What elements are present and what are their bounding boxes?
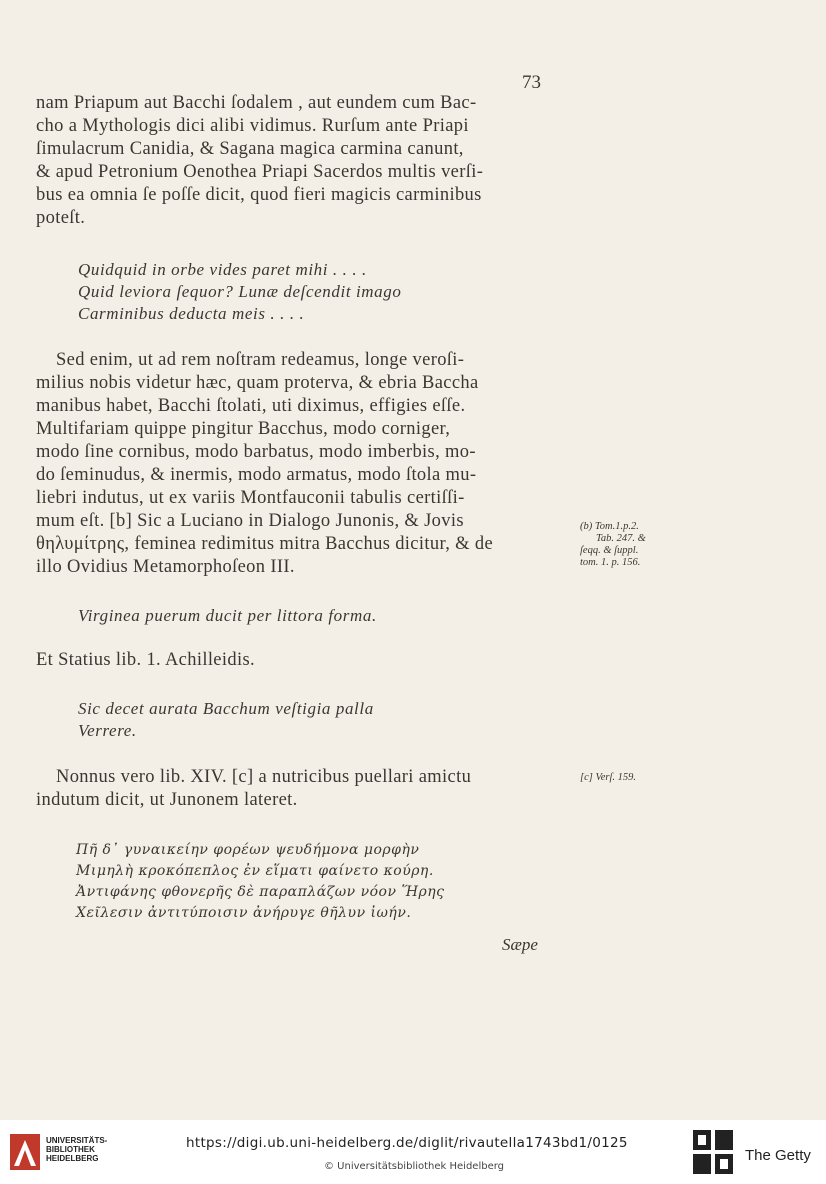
paragraph-1 (36, 92, 483, 230)
verse-line: Carminibus deducta meis . . . . (78, 304, 305, 323)
text-line: Nonnus vero lib. XIV. [c] a nutricibus puellari amictu (56, 767, 472, 787)
verse-quote-1 (78, 259, 402, 325)
text-line: nam Priapum aut Bacchi ſodalem , aut eundem cum Bac- (36, 93, 477, 113)
verse-line: Quidquid in orbe vides paret mihi . . . . (78, 260, 367, 279)
text-line: manibus habet, Bacchi ſtolati, uti diximus, effigies eſſe. (36, 396, 466, 416)
note-line: Tab. 247. & (596, 533, 646, 544)
text-line: indutum dicit, ut Junonem lateret. (36, 790, 298, 810)
text-line: ſimulacrum Canidia, & Sagana magica carmina canunt, (36, 139, 464, 159)
text-line: modo ſine cornibus, modo barbatus, modo imberbis, mo- (36, 442, 476, 462)
text-line: milius nobis videtur hæc, quam proterva, & ebria Baccha (36, 373, 479, 393)
text-line: illo Ovidius Metamorphoſeon III. (36, 557, 295, 577)
greek-verse (76, 840, 444, 924)
verse-line: Quid leviora ſequor? Lunæ deſcendit imago (78, 282, 402, 301)
margin-note-c: [c] Verſ. 159. (580, 772, 636, 783)
text-line: liebri indutus, ut ex variis Montfauconii tabulis certiſſi- (36, 488, 465, 508)
institution-line: HEIDELBERG (46, 1154, 99, 1163)
statius-line: Et Statius lib. 1. Achilleidis. (36, 650, 255, 670)
getty-logo-icon (693, 1130, 733, 1174)
institution-name (46, 1136, 107, 1163)
text-line: mum eſt. [b] Sic a Luciano in Dialogo Junonis, & Jovis (36, 511, 464, 531)
catchword: Sæpe (502, 935, 538, 954)
paragraph-3 (36, 766, 471, 812)
institution-line: UNIVERSITÄTS- (46, 1136, 108, 1145)
copyright-notice: © Universitätsbibliothek Heidelberg (324, 1161, 505, 1172)
margin-note-b (580, 521, 646, 569)
text-line: cho a Mythologis dici alibi vidimus. Rurſum ante Priapi (36, 116, 469, 136)
greek-line: Χεῖλεσιν ἀντιτύποισιν ἀνήρυγε θῆλυν ἰωήν. (76, 905, 412, 921)
verse-line: Sic decet aurata Bacchum veſtigia palla (78, 699, 374, 718)
text-line: Sed enim, ut ad rem noſtram redeamus, longe veroſi- (56, 350, 465, 370)
note-line: tom. 1. p. 156. (580, 557, 641, 568)
text-line: Multifariam quippe pingitur Bacchus, modo corniger, (36, 419, 451, 439)
text-line: & apud Petronium Oenothea Priapi Sacerdos multis verſi- (36, 162, 484, 182)
note-line: (b) Tom.1.p.2. (580, 521, 639, 532)
page-number: 73 (522, 72, 541, 93)
getty-name: The Getty (745, 1147, 811, 1164)
viewer-footer (0, 1120, 826, 1184)
note-line: ſeqq. & ſuppl. (580, 545, 639, 556)
text-line: θηλυμίτρης, feminea redimitus mitra Bacchus dicitur, & de (36, 534, 494, 554)
verse-line: Verrere. (78, 721, 137, 740)
verse-quote-3 (78, 698, 374, 742)
institution-line: BIBLIOTHEK (46, 1145, 95, 1154)
text-line: bus ea omnia ſe poſſe dicit, quod fieri magicis carminibus (36, 185, 482, 205)
text-line: poteſt. (36, 208, 86, 228)
greek-line: Ἀντιφάνης φθονερῆς δὲ παραπλάζων νόον Ἥρης (76, 884, 445, 900)
text-line: do ſeminudus, & inermis, modo armatus, modo ſtola mu- (36, 465, 477, 485)
greek-line: Πῆ δ᾽ γυναικείην φορέων ψευδήμονα μορφὴν (76, 842, 420, 858)
greek-line: Μιμηλὴ κροκόπεπλος ἐν εἵματι φαίνετο κούρη. (76, 863, 434, 879)
paragraph-2 (36, 349, 493, 579)
permalink-url[interactable]: https://digi.ub.uni-heidelberg.de/diglit/rivautella1743bd1/0125 (186, 1135, 628, 1151)
verse-quote-2: Virginea puerum ducit per littora forma. (78, 606, 377, 625)
